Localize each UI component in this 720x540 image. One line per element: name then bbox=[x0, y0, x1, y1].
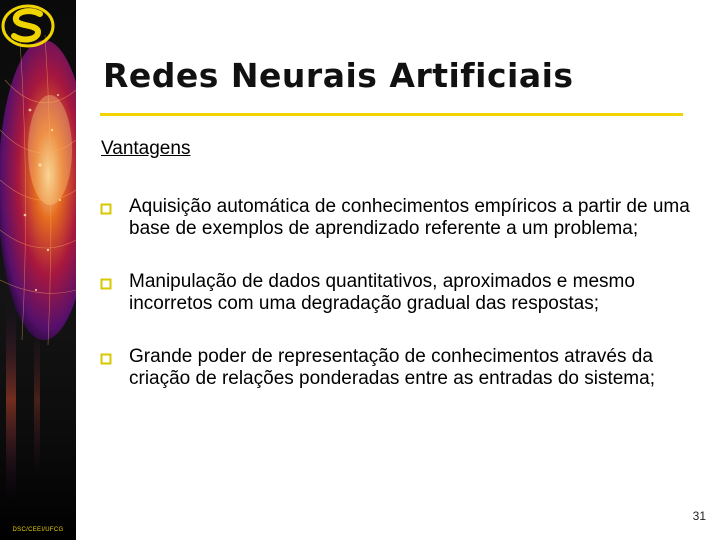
side-decoration-strip bbox=[0, 0, 76, 540]
bullet-item bbox=[98, 196, 698, 240]
bullet-text: Grande poder de representação de conhecimentos através da criação de relações ponderadas entre as entradas do sistema; bbox=[129, 346, 655, 389]
title-underline-rule bbox=[100, 113, 683, 116]
logo-caption: DSC/CEEI/UFCG bbox=[12, 527, 64, 533]
hollow-square-icon bbox=[100, 203, 112, 215]
page-number: 31 bbox=[692, 509, 706, 523]
bullet-item bbox=[98, 346, 698, 390]
dsc-logo-icon bbox=[0, 0, 56, 50]
bullet-item bbox=[98, 271, 698, 315]
bullet-list bbox=[98, 196, 698, 390]
bullet-text: Aquisição automática de conhecimentos empíricos a partir de uma base de exemplos de aprendizado referente a um problema; bbox=[129, 196, 690, 239]
hollow-square-icon bbox=[100, 353, 112, 365]
section-heading: Vantagens bbox=[101, 138, 191, 159]
slide-title: Redes Neurais Artificiais bbox=[103, 56, 574, 95]
neural-sphere-graphic bbox=[0, 0, 76, 540]
hollow-square-icon bbox=[100, 278, 112, 290]
bullet-text: Manipulação de dados quantitativos, aproximados e mesmo incorretos com uma degradação gradual das respostas; bbox=[129, 271, 635, 314]
